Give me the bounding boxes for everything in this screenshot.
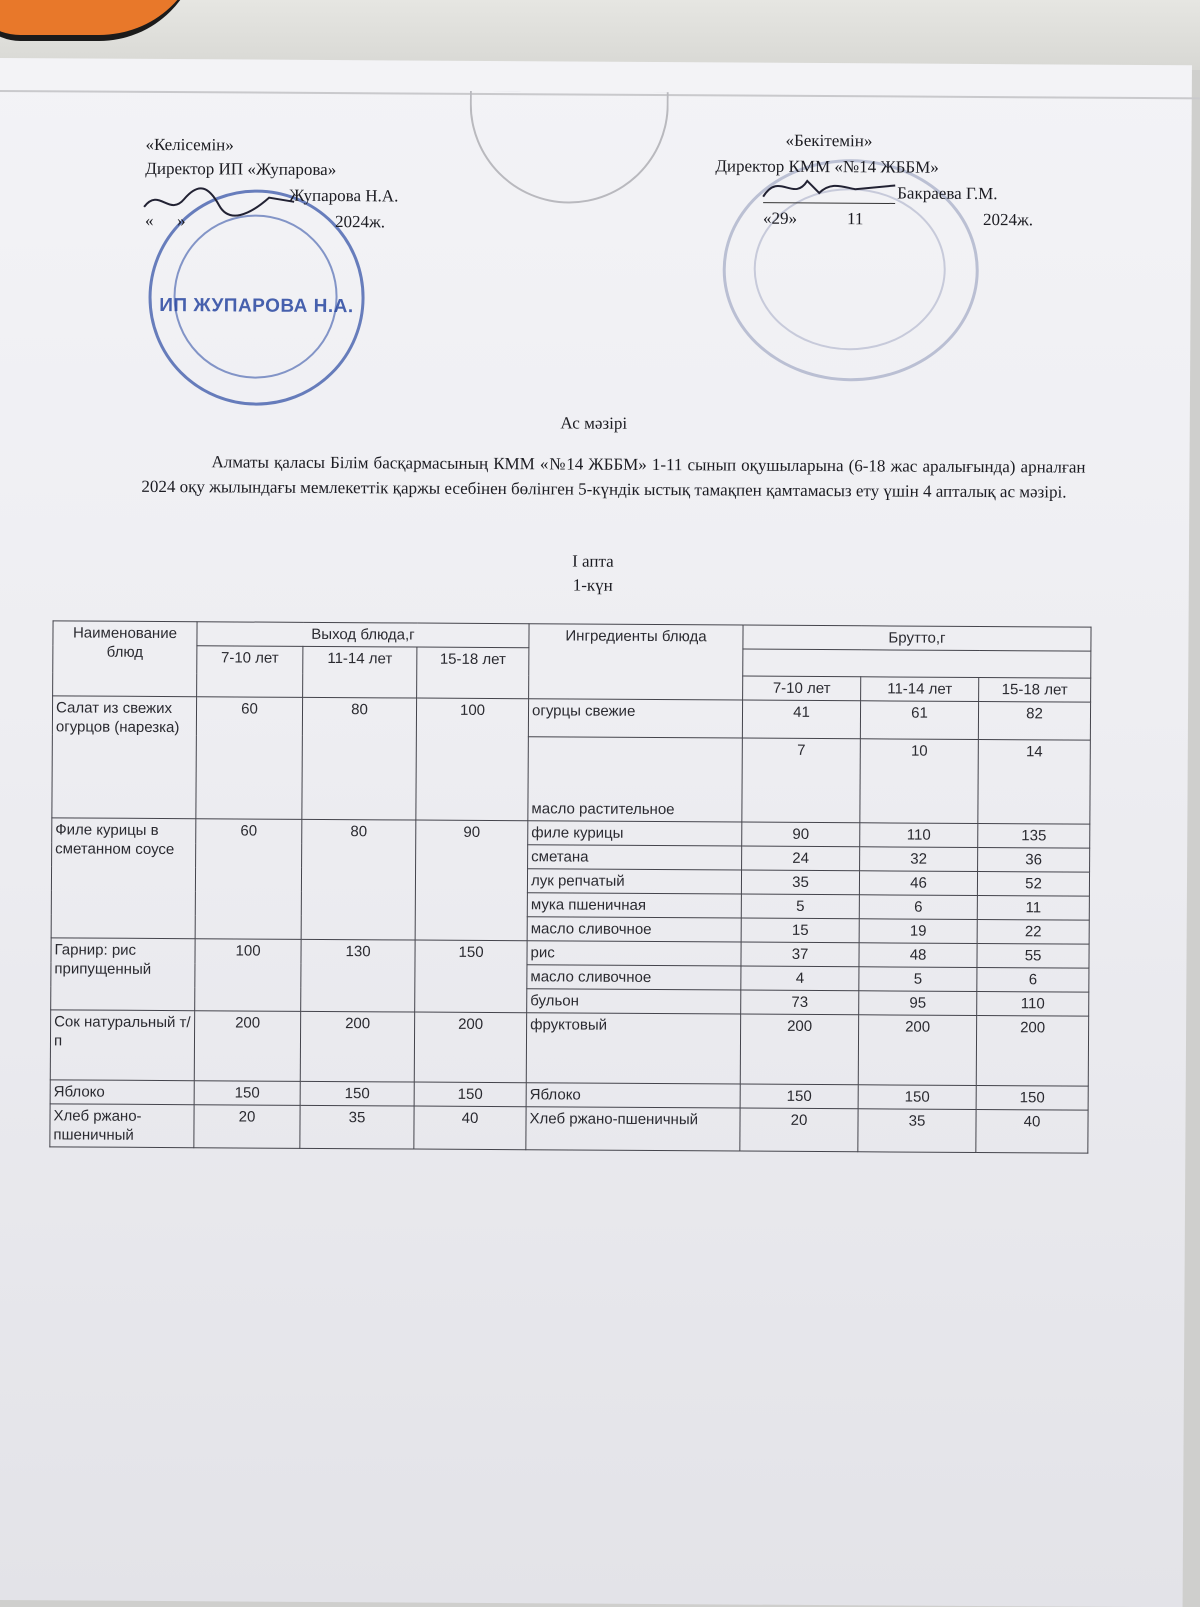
header-dish: Наименование блюд [53, 621, 197, 697]
ingredient-brutto: 61 [860, 701, 978, 740]
ingredient-brutto: 200 [740, 1014, 858, 1085]
ingredient-brutto: 110 [977, 991, 1089, 1016]
ingredient-name: рис [527, 941, 741, 966]
ingredient-brutto: 41 [742, 700, 860, 739]
ingredient-brutto: 14 [978, 739, 1091, 824]
ingredient-brutto: 40 [976, 1109, 1088, 1153]
agree-director: Директор ИП «Жупарова» [145, 158, 337, 180]
dish-output: 150 [414, 1082, 526, 1107]
ingredient-brutto: 4 [741, 966, 859, 991]
ingredient-brutto: 6 [859, 895, 977, 920]
week-label: I апта [572, 551, 614, 571]
ingredient-brutto: 82 [978, 701, 1090, 740]
ingredient-brutto: 22 [977, 919, 1089, 944]
ingredient-brutto: 150 [976, 1085, 1088, 1110]
ingredient-name: бульон [527, 989, 741, 1014]
ingredient-brutto: 24 [742, 846, 860, 871]
dish-output: 60 [195, 819, 302, 940]
ingredient-name: мука пшеничная [527, 893, 741, 918]
dish-output: 100 [195, 939, 301, 1012]
ingredient-name: Хлеб ржано-пшеничный [526, 1107, 740, 1151]
header-output-age1: 7-10 лет [197, 646, 303, 698]
dish-output: 200 [194, 1011, 300, 1082]
header-brutto-age3: 15-18 лет [979, 677, 1091, 702]
table-row [50, 1104, 1088, 1153]
dish-output: 150 [300, 1081, 414, 1106]
day-label: 1-күн [572, 575, 613, 595]
intro-text: Алматы қаласы Білім басқармасының КММ «№14 ЖББМ» 1-11 сынып оқушыларына (6-18 жас аралығында) арналған 2024 оқу жылындағы мемлекеттік қаржы есебінен бөлінген 5-күндік ыстық тамақпен қамтамасыз ету үшін 4 апталық ас мәзірі. [141, 452, 1086, 502]
ingredient-brutto: 36 [978, 847, 1090, 872]
ingredient-brutto: 55 [977, 943, 1089, 968]
sleeve-notch [469, 91, 669, 204]
ingredient-name: филе курицы [528, 821, 742, 846]
ingredient-brutto: 5 [741, 894, 859, 919]
approve-director: Директор КММ «№14 ЖББМ» [715, 156, 939, 177]
ingredient-brutto: 10 [860, 739, 979, 824]
dish-name: Гарнир: рис припущенный [51, 938, 195, 1011]
approve-heading: «Бекітемін» [785, 130, 873, 151]
ingredient-brutto: 15 [741, 918, 859, 943]
signature-right [759, 167, 899, 208]
ingredient-brutto: 200 [858, 1015, 976, 1086]
dish-name: Салат из свежих огурцов (нарезка) [52, 696, 197, 819]
ingredient-brutto: 200 [976, 1015, 1088, 1086]
agree-date-close: » [176, 211, 186, 231]
ingredient-brutto: 5 [859, 967, 977, 992]
header-brutto: Брутто,г [743, 625, 1091, 651]
ingredient-name: масло сливочное [527, 965, 741, 990]
ingredient-brutto: 52 [977, 871, 1089, 896]
dish-output: 80 [302, 697, 417, 820]
ingredient-brutto: 7 [742, 738, 861, 823]
header-brutto-age1: 7-10 лет [743, 676, 861, 701]
header-brutto-age2: 11-14 лет [861, 677, 979, 702]
table-row [51, 938, 1089, 968]
dish-output: 20 [194, 1105, 300, 1149]
ingredient-brutto: 110 [860, 823, 978, 848]
ingredient-brutto: 20 [740, 1108, 858, 1152]
ingredient-brutto: 37 [741, 942, 859, 967]
approve-year: 2024ж. [982, 210, 1034, 230]
agree-name: Жупарова Н.А. [289, 185, 399, 206]
table-row [52, 696, 1090, 740]
ingredient-name: масло сливочное [527, 917, 741, 942]
menu-table-body [50, 696, 1091, 1153]
ingredient-brutto: 46 [859, 871, 977, 896]
stamp-left-name: ИП ЖУПАРОВА Н.А. [159, 294, 354, 318]
dish-output: 200 [300, 1011, 414, 1082]
ingredient-brutto: 150 [740, 1084, 858, 1109]
ingredient-brutto: 95 [859, 991, 977, 1016]
dish-name: Филе курицы в сметанном соусе [51, 818, 196, 939]
ingredient-brutto: 48 [859, 943, 977, 968]
table-row [50, 1010, 1088, 1086]
dish-output: 40 [414, 1106, 526, 1150]
ingredient-brutto: 90 [742, 822, 860, 847]
dish-output: 80 [301, 819, 416, 940]
ingredient-brutto: 135 [978, 823, 1090, 848]
dish-output: 90 [415, 820, 528, 941]
dish-output: 35 [300, 1105, 414, 1149]
ingredient-name: Яблоко [526, 1083, 740, 1108]
header-output: Выход блюда,г [197, 622, 529, 648]
ingredient-name: фруктовый [526, 1013, 740, 1084]
ingredient-brutto: 19 [859, 919, 977, 944]
ingredient-brutto: 35 [858, 1109, 976, 1153]
ingredient-brutto: 11 [977, 895, 1089, 920]
dish-name: Хлеб ржано-пшеничный [50, 1104, 194, 1148]
ingredient-brutto: 150 [858, 1085, 976, 1110]
ingredient-brutto: 32 [860, 847, 978, 872]
dish-output: 60 [196, 697, 303, 820]
approve-name: Бакраева Г.М. [897, 183, 998, 204]
dish-output: 100 [416, 698, 529, 821]
agree-year: 2024ж. [334, 212, 386, 232]
ingredient-name: сметана [528, 845, 742, 870]
ingredient-name: лук репчатый [527, 869, 741, 894]
header-ingredients: Ингредиенты блюда [529, 624, 743, 700]
ingredient-name: масло растительное [528, 737, 743, 822]
dish-name: Сок натуральный т/п [50, 1010, 194, 1081]
dish-output: 150 [415, 940, 527, 1013]
dish-output: 130 [301, 939, 415, 1012]
approve-date-month: 11 [846, 209, 864, 229]
header-output-age2: 11-14 лет [303, 646, 417, 698]
header-output-age3: 15-18 лет [417, 647, 529, 699]
approve-date-day: «29» [762, 208, 798, 228]
dish-name: Яблоко [50, 1080, 194, 1105]
agree-heading: «Келісемін» [145, 134, 234, 155]
menu-sheet [0, 58, 1192, 1607]
agree-date-open: « [144, 210, 154, 230]
ingredient-brutto: 35 [741, 870, 859, 895]
menu-title: Ас мәзірі [560, 413, 628, 433]
menu-table [49, 620, 1091, 1153]
signature-left [139, 177, 299, 228]
dish-output: 150 [194, 1081, 300, 1106]
dish-output: 200 [414, 1012, 526, 1083]
ingredient-brutto: 73 [741, 990, 859, 1015]
ingredient-brutto: 6 [977, 967, 1089, 992]
table-row [52, 818, 1090, 848]
ingredient-name: огурцы свежие [528, 699, 742, 738]
header-brutto-spacer [743, 649, 1091, 678]
